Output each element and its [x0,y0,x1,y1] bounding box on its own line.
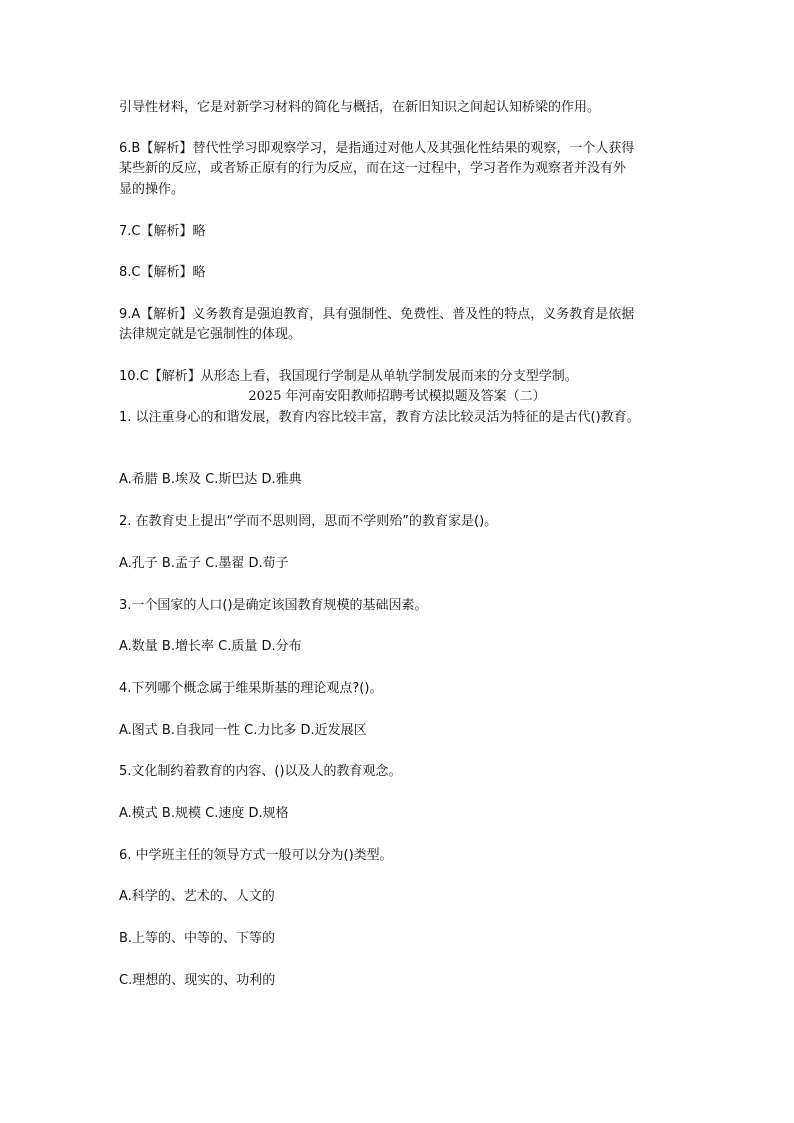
question-6-option-c: C.理想的、现实的、功利的 [119,973,276,988]
question-5-options: A.模式 B.规模 C.速度 D.规格 [119,806,289,821]
question-4: 4.下列哪个概念属于维果斯基的理论观点?()。 [119,681,383,696]
analysis-item-6-line-2: 某些新的反应，或者矫正原有的行为反应，而在这一过程中，学习者作为观察者并没有外 [119,161,627,176]
question-6-option-b: B.上等的、中等的、下等的 [119,931,276,946]
section-title: 2025 年河南安阳教师招聘考试模拟题及答案（二） [248,389,546,404]
analysis-item-9-line-2: 法律规定就是它强制性的体现。 [119,327,302,342]
question-6: 6. 中学班主任的领导方式一般可以分为()类型。 [119,848,393,863]
analysis-item-9-line-1: 9.A【解析】义务教育是强迫教育，具有强制性、免费性、普及性的特点，义务教育是依据 [119,307,635,322]
question-6-option-a: A.科学的、艺术的、人文的 [119,889,275,904]
question-4-options: A.图式 B.自我同一性 C.力比多 D.近发展区 [119,723,367,738]
question-1-options: A.希腊 B.埃及 C.斯巴达 D.雅典 [119,472,302,487]
question-1: 1. 以注重身心的和谐发展，教育内容比较丰富，教育方法比较灵活为特征的是古代()教育。 [119,410,640,425]
question-5: 5.文化制约着教育的内容、()以及人的教育观念。 [119,764,402,779]
analysis-item-6-line-3: 显的操作。 [119,182,185,197]
question-3-options: A.数量 B.增长率 C.质量 D.分布 [119,639,302,654]
analysis-item-10: 10.C【解析】从形态上看，我国现行学制是从单轨学制发展而来的分支型学制。 [119,369,578,384]
analysis-item-8: 8.C【解析】略 [119,265,206,280]
analysis-item-6-line-1: 6.B【解析】替代性学习即观察学习，是指通过对他人及其强化性结果的观察，一个人获得 [119,141,635,156]
analysis-intro-line: 引导性材料，它是对新学习材料的简化与概括，在新旧知识之间起认知桥梁的作用。 [119,100,601,115]
analysis-item-7: 7.C【解析】略 [119,224,206,239]
question-3: 3.一个国家的人口()是确定该国教育规模的基础因素。 [119,598,428,613]
question-2-options: A.孔子 B.孟子 C.墨翟 D.荀子 [119,556,289,571]
question-2: 2. 在教育史上提出“学而不思则罔，思而不学则殆”的教育家是()。 [119,514,498,529]
